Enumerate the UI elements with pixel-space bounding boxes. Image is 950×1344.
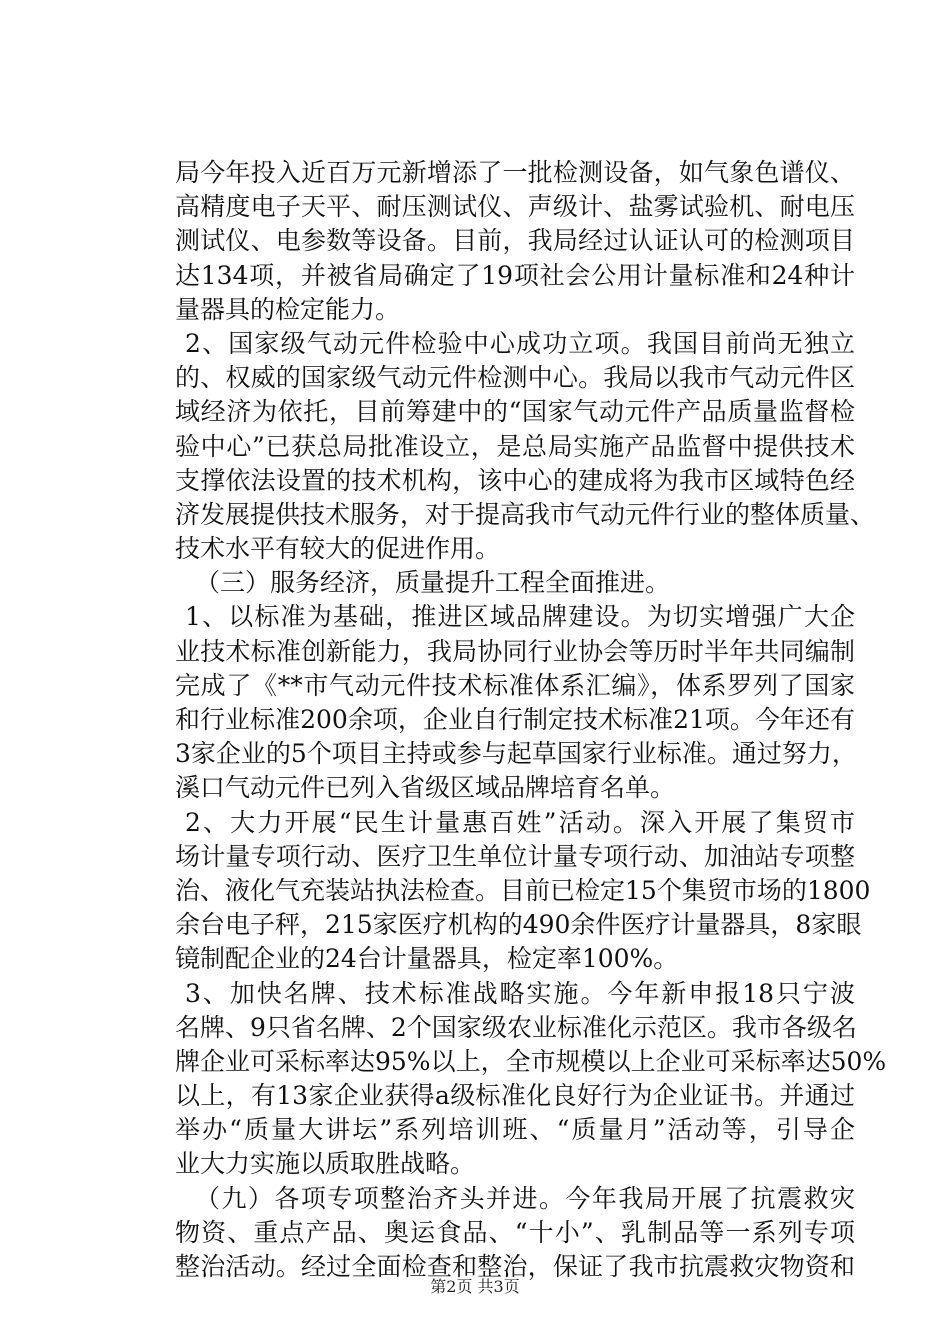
text-line: 余台电子秤，215家医疗机构的490余件医疗计量器具，8家眼 bbox=[175, 910, 862, 940]
text-line: 支撑依法设置的技术机构，该中心的建成将为我市区域特色经 bbox=[175, 465, 855, 495]
text-line: 3、加快名牌、技术标准战略实施。今年新申报18只宁波 bbox=[185, 978, 855, 1008]
text-line: 镜制配企业的24台计量器具，检定率100%。 bbox=[175, 944, 679, 974]
text-line: 整治活动。经过全面检查和整治，保证了我市抗震救灾物资和 bbox=[175, 1252, 855, 1281]
text-line: 量器具的检定能力。 bbox=[175, 294, 401, 324]
text-line: 名牌、9只省名牌、2个国家级农业标准化示范区。我市各级名 bbox=[175, 1012, 857, 1042]
text-line: 测试仪、电参数等设备。目前，我局经过认证认可的检测项目 bbox=[175, 226, 855, 256]
text-line: 和行业标准200余项，企业自行制定技术标准21项。今年还有 bbox=[175, 705, 855, 734]
text-line: 举办“质量大讲坛”系列培训班、“质量月”活动等，引导企 bbox=[175, 1115, 855, 1145]
text-line: 域经济为依托，目前筹建中的“国家气动元件产品质量监督检 bbox=[175, 397, 855, 427]
text-line: 3家企业的5个项目主持或参与起草国家行业标准。通过努力， bbox=[175, 739, 857, 769]
text-line: （九）各项专项整治齐头并进。今年我局开展了抗震救灾 bbox=[195, 1183, 855, 1213]
text-line: 技术水平有较大的促进作用。 bbox=[175, 534, 501, 564]
text-line: 完成了《**市气动元件技术标准体系汇编》，体系罗列了国家 bbox=[175, 670, 855, 700]
text-line: 物资、重点产品、奥运食品、“十小”、乳制品等一系列专项 bbox=[175, 1217, 855, 1247]
text-line: 达134项，并被省局确定了19项社会公用计量标准和24种计 bbox=[175, 260, 855, 290]
text-line: 高精度电子天平、耐压测试仪、声级计、盐雾试验机、耐电压 bbox=[175, 192, 855, 222]
text-line: （三）服务经济，质量提升工程全面推进。 bbox=[195, 568, 671, 598]
text-line: 以上，有13家企业获得a级标准化良好行为企业证书。并通过 bbox=[175, 1081, 855, 1111]
text-line: 的、权威的国家级气动元件检测中心。我局以我市气动元件区 bbox=[175, 363, 855, 393]
document-body bbox=[175, 156, 887, 1284]
text-line: 2、国家级气动元件检验中心成功立项。我国目前尚无独立 bbox=[185, 328, 855, 358]
text-line: 场计量专项行动、医疗卫生单位计量专项行动、加油站专项整 bbox=[175, 841, 855, 871]
text-line: 局今年投入近百万元新增添了一批检测设备，如气象色谱仪、 bbox=[175, 158, 855, 187]
text-line: 2、大力开展“民生计量惠百姓”活动。深入开展了集贸市 bbox=[185, 807, 855, 837]
text-line: 治、液化气充装站执法检查。目前已检定15个集贸市场的1800 bbox=[175, 875, 871, 905]
text-line: 溪口气动元件已列入省级区域品牌培育名单。 bbox=[175, 773, 676, 803]
text-line: 验中心”已获总局批准设立，是总局实施产品监督中提供技术 bbox=[175, 431, 855, 461]
text-line: 牌企业可采标率达95%以上，全市规模以上企业可采标率达50% bbox=[175, 1046, 887, 1076]
text-line: 业大力实施以质取胜战略。 bbox=[175, 1149, 476, 1179]
page-footer: 第2页 共3页 bbox=[430, 1277, 520, 1296]
text-line: 济发展提供技术服务，对于提高我市气动元件行业的整体质量、 bbox=[175, 499, 876, 529]
text-line: 业技术标准创新能力，我局协同行业协会等历时半年共同编制 bbox=[175, 636, 855, 666]
text-line: 1、以标准为基础，推进区域品牌建设。为切实增强广大企 bbox=[185, 602, 855, 632]
